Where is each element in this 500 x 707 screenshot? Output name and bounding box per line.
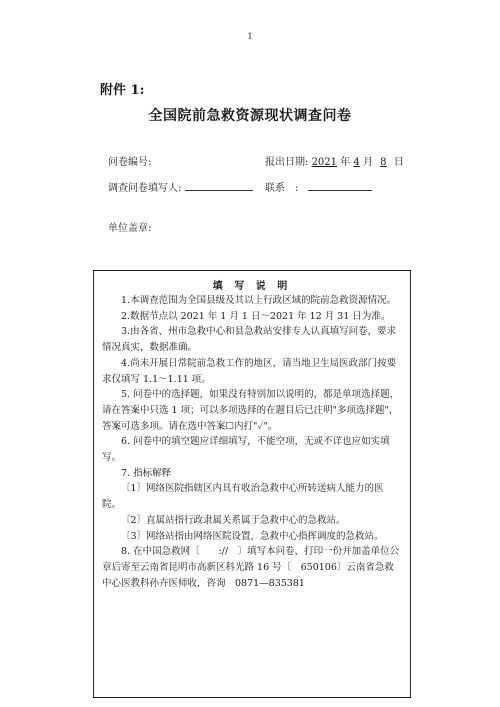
instruction-item: 1.本调查范围为全国县级及其以上行政区域的院前急救资源情况。 (121, 295, 397, 306)
page-title: 全国院前急救资源现状调查问卷 (148, 108, 352, 124)
year-unit: 年 (340, 157, 351, 168)
instruction-item: 8. 在中国急救网〔 :// 〕填写本问卷，打印一份并加盖单位公章后寄至云南省昆明市高新区科光路 16 号〔 650106〕云南省急救中心医教科孙卉医师收，咨询 0871—835381 (102, 546, 400, 589)
seal-label: 单位盖章: (108, 223, 152, 234)
day-unit: 日 (393, 157, 404, 168)
page-number: 1 (247, 32, 253, 41)
filler-blank[interactable] (185, 180, 253, 191)
instruction-item: 〔3〕网络站指由网络医院设置，急救中心指挥调度的急救站。 (121, 530, 384, 542)
questionnaire-number-label: 问卷编号: (108, 157, 152, 168)
filler-field (108, 179, 253, 194)
filler-label: 调查问卷填写人: (108, 183, 182, 194)
month-unit: 月 (362, 157, 373, 168)
instruction-item: 2.数据节点以 2021 年 1 月 1 日～2021 年 12 月 31 日为准。 (121, 310, 391, 322)
instructions-box (93, 270, 411, 698)
report-date (265, 153, 404, 168)
instruction-item: 4.尚未开展日常院前急救工作的地区，请当地卫生局医政部门按要求仅填写 1.1～1.11 项。 (102, 357, 397, 385)
contact-blank[interactable] (308, 180, 372, 191)
report-month: 4 (353, 157, 360, 168)
attachment-label: 附件 1: (100, 83, 145, 98)
report-date-label: 报出日期: (265, 157, 309, 168)
instruction-item: 7. 指标解释 (121, 467, 172, 479)
instructions-list (102, 293, 402, 591)
instruction-item: 〔2〕直属站指行政隶属关系属于急救中心的急救站。 (121, 514, 346, 526)
instruction-item: 5. 问卷中的选择题，如果没有特别加以说明的，都是单项选择题，请在答案中只选 1 项；可以多项选择的在题目后已注明"多项选择题"，答案可选多项。请在选中答案☐内打"✓"。 (102, 389, 400, 432)
report-year: 2021 (311, 157, 338, 168)
instructions-heading: 填 写 说 明 (212, 281, 292, 292)
report-day: 8 (380, 157, 387, 168)
contact-field (265, 179, 372, 194)
instruction-item: 〔1〕网络医院指辖区内具有收治急救中心所转送病人能力的医院。 (102, 483, 384, 511)
instruction-item: 3.由各省、州市急救中心和县急救站安排专人认真填写问卷，要求情况真实，数据准确。 (102, 326, 397, 354)
instruction-item: 6. 问卷中的填空题应详细填写，不能空项，无或不详也应如实填写。 (102, 436, 390, 464)
contact-label: 联系 : (265, 183, 299, 194)
